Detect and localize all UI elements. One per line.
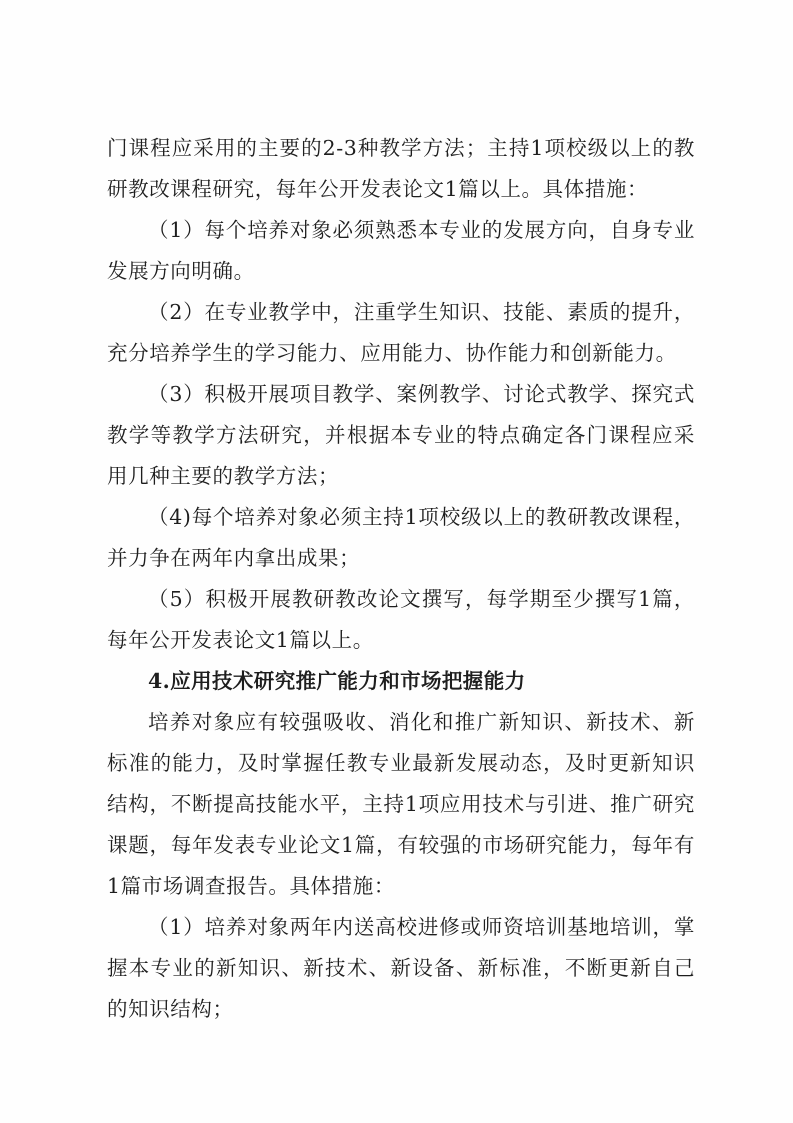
paragraph-item-5: （5）积极开展教研教改论文撰写，每学期至少撰写1篇，每年公开发表论文1篇以上。 xyxy=(107,587,695,652)
document-body xyxy=(107,128,695,1030)
paragraph-item-3: （3）积极开展项目教学、案例教学、讨论式教学、探究式教学等教学方法研究，并根据本专业的特点确定各门课程应采用几种主要的教学方法； xyxy=(107,382,695,488)
paragraph-item-4: （4)每个培养对象必须主持1项校级以上的教研教改课程，并力争在两年内拿出成果； xyxy=(107,505,695,570)
paragraph-section-intro: 培养对象应有较强吸收、消化和推广新知识、新技术、新标准的能力，及时掌握任教专业最新发展动态，及时更新知识结构，不断提高技能水平，主持1项应用技术与引进、推广研究课题，每年发表专业论文1篇，有较强的市场研究能力，每年有1篇市场调查报告。具体措施： xyxy=(107,710,695,898)
paragraph-item-1: （1）每个培养对象必须熟悉本专业的发展方向，自身专业发展方向明确。 xyxy=(107,218,695,283)
paragraph-item-2: （2）在专业教学中，注重学生知识、技能、素质的提升，充分培养学生的学习能力、应用能力、协作能力和创新能力。 xyxy=(107,300,695,365)
section-heading: 4.应用技术研究推广能力和市场把握能力 xyxy=(148,669,526,693)
paragraph-continuation: 门课程应采用的主要的2-3种教学方法；主持1项校级以上的教研教改课程研究，每年公开发表论文1篇以上。具体措施： xyxy=(107,136,695,201)
paragraph-measure-1: （1）培养对象两年内送高校进修或师资培训基地培训，掌握本专业的新知识、新技术、新设备、新标准，不断更新自己的知识结构； xyxy=(107,915,695,1021)
